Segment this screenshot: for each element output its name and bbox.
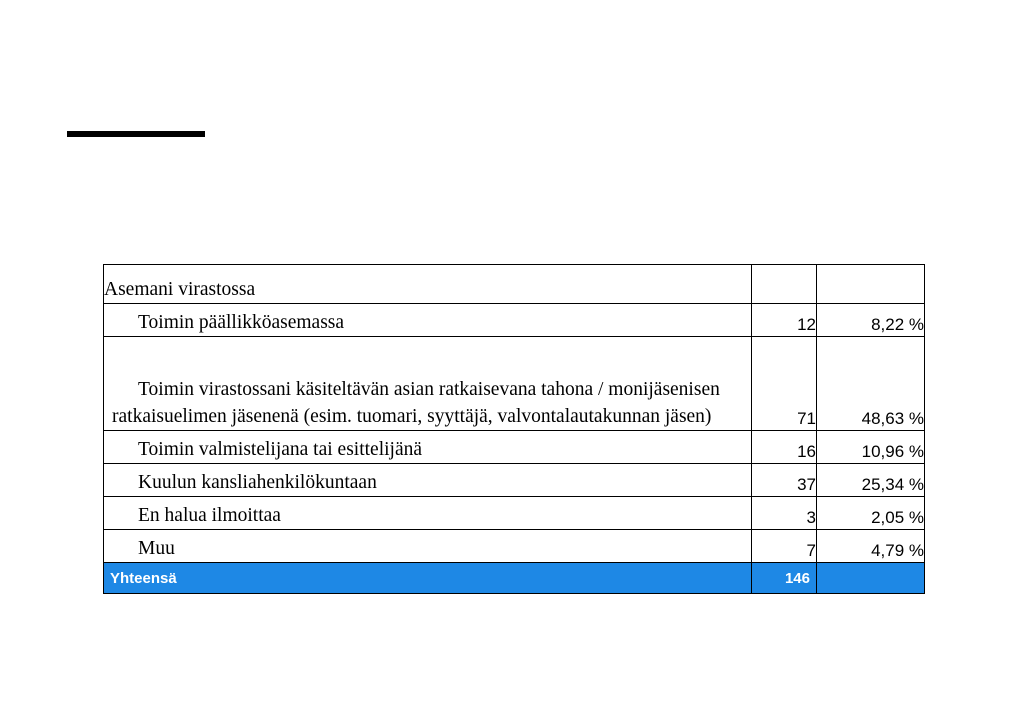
total-label-cell: Yhteensä	[104, 563, 752, 594]
table-row	[104, 464, 925, 497]
row-percent-cell: 25,34 %	[817, 464, 925, 497]
row-percent-cell: 10,96 %	[817, 431, 925, 464]
row-label-cell: Toimin päällikköasemassa	[104, 304, 752, 337]
row-count-cell: 71	[752, 337, 817, 431]
row-percent-cell: 8,22 %	[817, 304, 925, 337]
row-percent-cell: 48,63 %	[817, 337, 925, 431]
row-count-cell: 12	[752, 304, 817, 337]
table-row	[104, 337, 925, 431]
position-survey-table	[103, 264, 925, 594]
table-row	[104, 497, 925, 530]
total-count-cell: 146	[752, 563, 817, 594]
table-row	[104, 304, 925, 337]
table-row	[104, 431, 925, 464]
table-header-row	[104, 265, 925, 304]
title-underline-bar	[67, 131, 205, 137]
row-label-cell: Kuulun kansliahenkilökuntaan	[104, 464, 752, 497]
row-label-cell: Muu	[104, 530, 752, 563]
table-total-row	[104, 563, 925, 594]
total-percent-cell	[817, 563, 925, 594]
header-count-cell	[752, 265, 817, 304]
row-count-cell: 3	[752, 497, 817, 530]
table-row	[104, 530, 925, 563]
row-label-cell: Toimin virastossani käsiteltävän asian ratkaisevana tahona / monijäsenisen ratkaisuelimen jäsenenä (esim. tuomari, syyttäjä, valvontalautakunnan jäsen)	[104, 337, 752, 431]
row-count-cell: 37	[752, 464, 817, 497]
row-percent-cell: 2,05 %	[817, 497, 925, 530]
row-label-cell: Toimin valmistelijana tai esittelijänä	[104, 431, 752, 464]
row-count-cell: 7	[752, 530, 817, 563]
row-percent-cell: 4,79 %	[817, 530, 925, 563]
header-label-cell: Asemani virastossa	[104, 265, 752, 304]
row-label-cell: En halua ilmoittaa	[104, 497, 752, 530]
header-percent-cell	[817, 265, 925, 304]
row-count-cell: 16	[752, 431, 817, 464]
